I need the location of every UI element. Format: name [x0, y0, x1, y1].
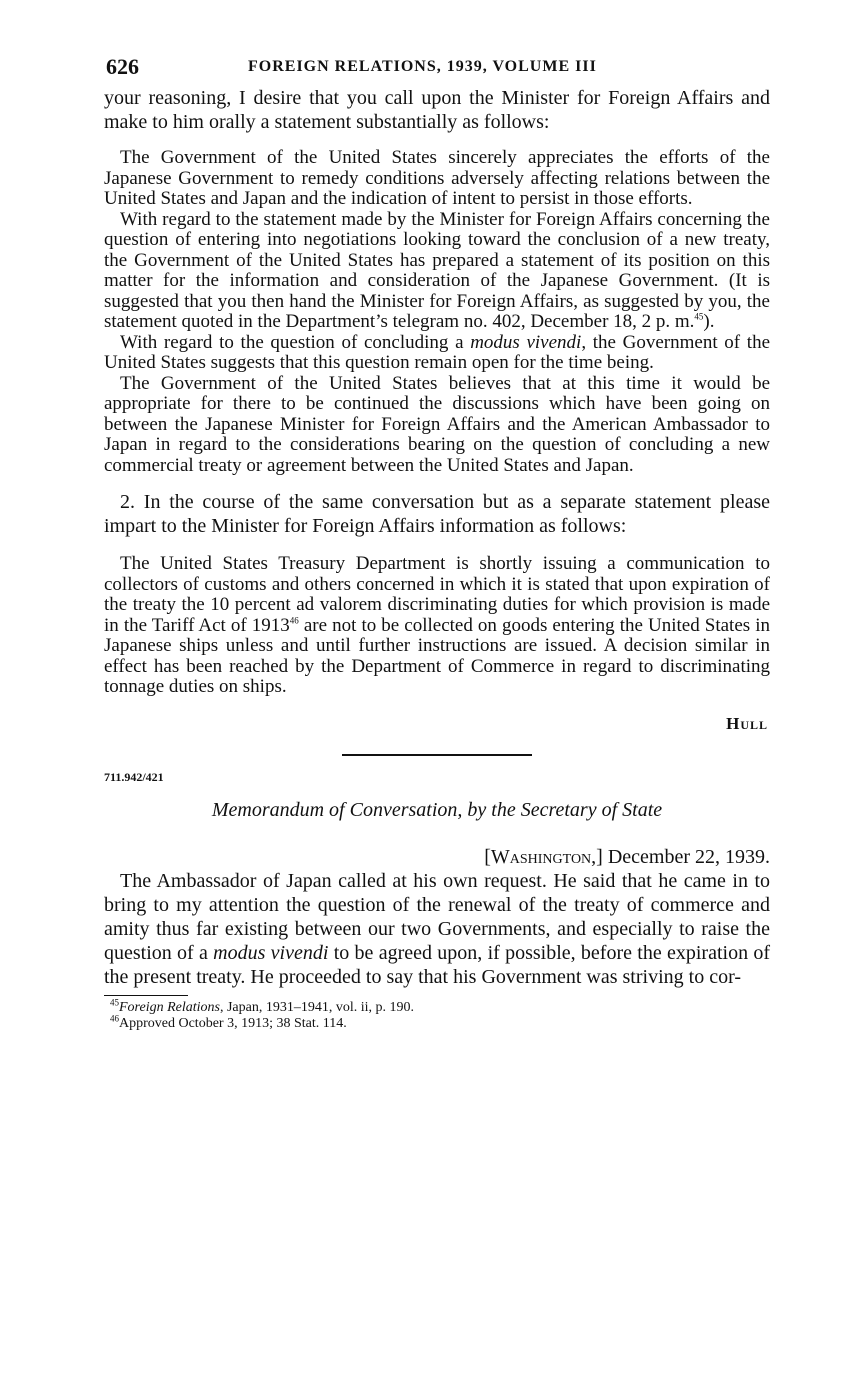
document-page — [104, 52, 770, 1032]
section-divider — [342, 754, 532, 756]
dateline — [104, 846, 770, 869]
header-title: FOREIGN RELATIONS, 1939, VOLUME III — [248, 58, 597, 75]
statement-paragraph-1: The Government of the United States sincerely appreciates the efforts of the Japanese Government to remedy conditions adversely affecting relations between the United States and Japan and the indication of intent to persist in those efforts. — [104, 147, 770, 209]
statement-paragraph-4: The Government of the United States believes that at this time it would be appropriate for there to be continued the discussions which have been going on between the Japanese Minister for Foreign Affairs and the American Ambassador to Japan in regard to the considerations bearing on the question of concluding a new commercial treaty or agreement between the United States and Japan. — [104, 372, 770, 476]
footnote-ref-45: 45 — [694, 311, 704, 322]
statement-paragraph-3: With regard to the question of concluding a modus vivendi, the Government of the United States suggests that this question remain open for the time being. — [104, 331, 770, 373]
running-header — [104, 52, 770, 86]
item-2-paragraph: 2. In the course of the same conversation but as a separate statement please impart to the Minister for Foreign Affairs information as follows: — [104, 491, 770, 537]
footnote-46: $^{46}$Approved October 3, 1913; 38 Stat. 114. — [110, 1013, 347, 1031]
intro-paragraph: your reasoning, I desire that you call upon the Minister for Foreign Affairs and make to him orally a statement substantially as follows: — [104, 87, 770, 133]
dateline-date: December 22, 1939. — [602, 845, 770, 868]
footnotes — [104, 997, 770, 1032]
page-number: 626 — [106, 54, 139, 79]
footnote-mark: 46 — [110, 1013, 119, 1024]
italic-term: modus vivendi — [213, 941, 329, 964]
quoted-statement — [104, 148, 770, 476]
signature: Hull — [726, 713, 768, 733]
memo-body-paragraph: The Ambassador of Japan called at his own request. He said that he came in to bring to my attention the question of the renewal of the treaty of commerce and amity thus far existing between our two Governments, and especially to raise the question of a modus vivendi to be agreed upon, if possible, before the expiration of the present treaty. He proceeded to say that his Government was striving to cor- — [104, 869, 771, 988]
footnote-mark: 45 — [110, 997, 119, 1008]
italic-term: modus vivendi — [470, 331, 582, 353]
treasury-paragraph: The United States Treasury Department is shortly issuing a communication to collectors of customs and others concerned in which it is stated that upon expiration of the treaty the 10 percent ad valorem discriminating duties for which provision is made in the Tariff Act of 1913$^{46}$ are not to be collected on goods entering the United States in Japanese ships unless and until further instructions are issued. A decision similar in effect has been reached by the Department of Commerce in regard to discriminating tonnage duties on ships. — [104, 553, 770, 697]
footnote-45: $^{45}$Foreign Relations, Japan, 1931–1941, vol. ii, p. 190. — [110, 997, 415, 1015]
dateline-place: [Washington,] — [484, 845, 603, 868]
footnote-ref-46: 46 — [289, 615, 299, 626]
footnote-rule — [104, 995, 188, 997]
statement-paragraph-2: With regard to the statement made by the Minister for Foreign Affairs concerning the question of entering into negotiations looking toward the conclusion of a new treaty, the Government of the United States has prepared a statement of its position on this matter for the information and consideration of the Japanese Government. (It is suggested that you then hand the Minister for Foreign Affairs, as suggested by you, the statement quoted in the Department’s telegram no. 402, December 18, 2 p. m.$^{45}$). — [104, 208, 770, 332]
document-title: Memorandum of Conversation, by the Secretary of State — [211, 798, 663, 821]
file-number: 711.942/421 — [104, 769, 164, 784]
